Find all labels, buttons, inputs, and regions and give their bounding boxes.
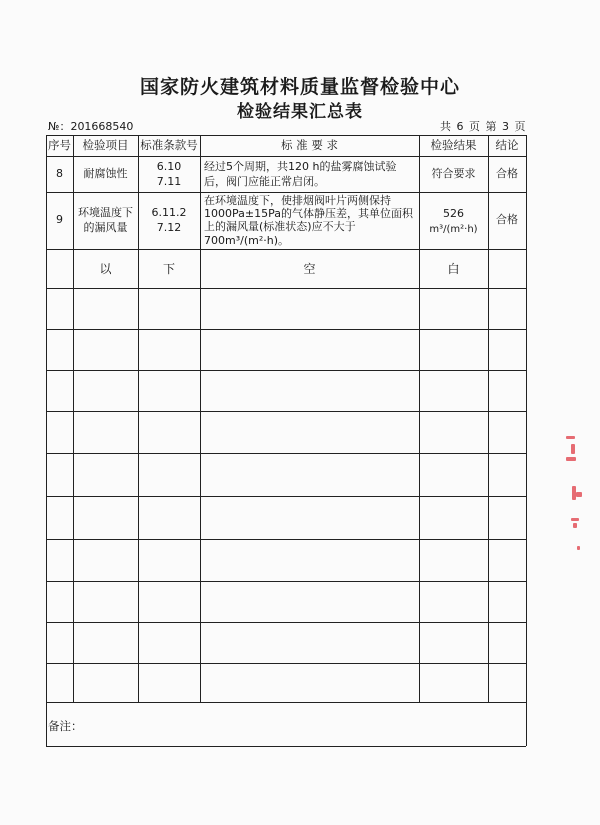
- row9-requirement-1: 在环境温度下，使排烟阀叶片两侧保持: [204, 194, 391, 207]
- row9-item-1: 环境温度下: [78, 206, 133, 219]
- row8-result: 符合要求: [431, 167, 476, 180]
- header-no: 序号: [48, 138, 71, 152]
- row9-clause-1: 6.11.2: [151, 206, 187, 219]
- blank-mark-4: 白: [447, 262, 460, 276]
- report-number: №：201668540: [48, 120, 134, 133]
- remark-label: 备注：: [48, 719, 83, 733]
- row9-conclusion: 合格: [496, 213, 518, 226]
- row8-clause-2: 7.11: [156, 175, 182, 188]
- row9-result-value: 526: [443, 207, 464, 220]
- row9-requirement-4: 700m³/(m²·h)。: [204, 234, 290, 247]
- row8-requirement-2: 后，阀门应能正常启闭。: [204, 175, 325, 188]
- row8-item: 耐腐蚀性: [83, 167, 128, 180]
- header-requirement: 标 准 要 求: [281, 138, 338, 152]
- blank-mark-1: 以: [99, 262, 112, 276]
- header-conclusion: 结论: [495, 138, 519, 152]
- row9-no: 9: [56, 213, 63, 226]
- row8-conclusion: 合格: [496, 167, 518, 180]
- row9-item-2: 的漏风量: [83, 221, 128, 234]
- row9-clause-2: 7.12: [156, 221, 182, 234]
- blank-mark-2: 下: [162, 262, 175, 276]
- header-item: 检验项目: [82, 138, 129, 152]
- blank-mark-3: 空: [303, 262, 316, 276]
- row8-requirement-1: 经过5个周期，共120 h的盐雾腐蚀试验: [204, 160, 397, 173]
- row8-no: 8: [56, 167, 63, 180]
- row9-result-unit: m³/(m²·h): [429, 224, 478, 235]
- table-title: 检验结果汇总表: [237, 102, 363, 122]
- report-title: 国家防火建筑材料质量监督检验中心: [139, 76, 460, 98]
- header-result: 检验结果: [430, 138, 477, 152]
- page-indicator: 共 6 页 第 3 页: [440, 120, 527, 133]
- row8-clause-1: 6.10: [156, 160, 182, 173]
- header-clause: 标准条款号: [140, 138, 198, 152]
- row9-requirement-2: 1000Pa±15Pa的气体静压差，其单位面积: [204, 207, 413, 220]
- row9-requirement-3: 上的漏风量(标准状态)应不大于: [204, 220, 356, 233]
